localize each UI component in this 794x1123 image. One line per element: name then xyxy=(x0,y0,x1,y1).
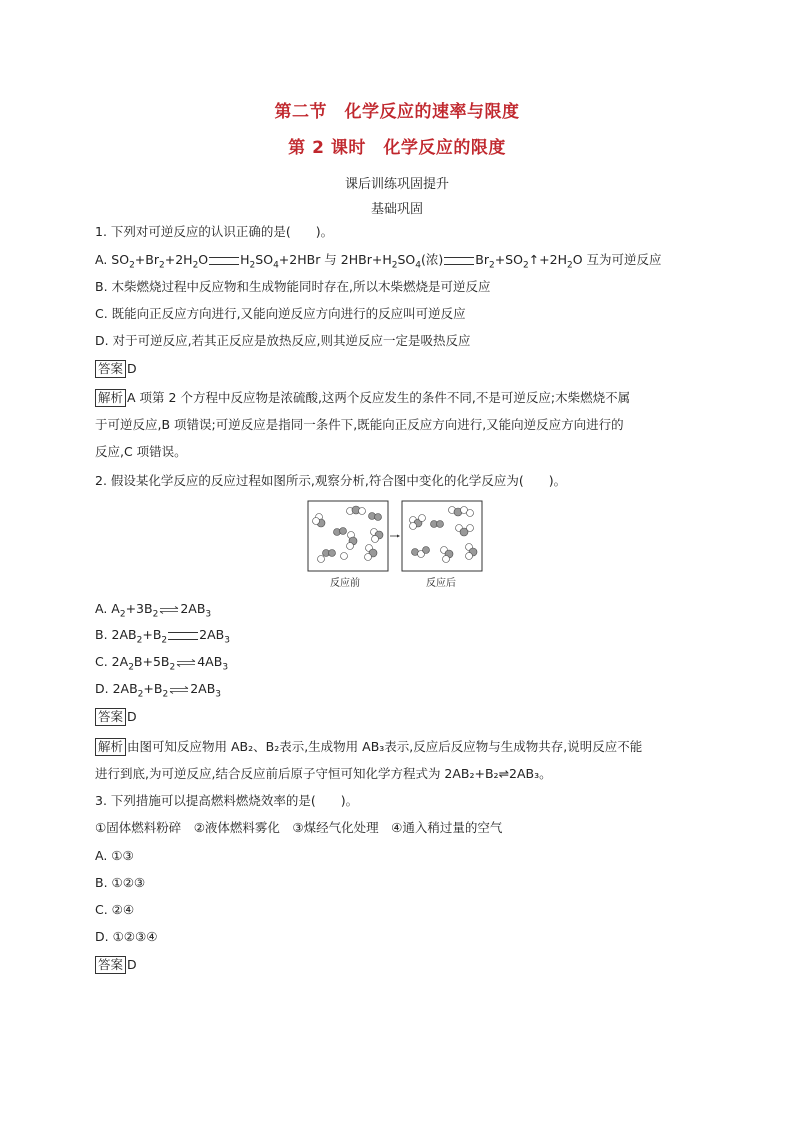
question-2-option-d: D. $2AB_2+B_2$ $2AB_3$ xyxy=(95,681,222,700)
question-1-option-b: B. 木柴燃烧过程中反应物和生成物能同时存在,所以木柴燃烧是可逆反应 xyxy=(95,279,491,294)
question-1-answer: 答案 D xyxy=(95,360,705,378)
question-2-stem: 2. 假设某化学反应的反应过程如图所示,观察分析,符合图中变化的化学反应为( )。 xyxy=(95,473,567,488)
subtitle-practice: 课后训练巩固提升 xyxy=(344,177,449,192)
question-1-option-d: D. 对于可逆反应,若其正反应是放热反应,则其逆反应一定是吸热反应 xyxy=(95,333,471,348)
section-title: 第二节 化学反应的速率与限度 xyxy=(274,102,520,122)
question-3-stem: 3. 下列措施可以提高燃料燃烧效率的是( )。 xyxy=(95,793,359,808)
question-3-option-a: A. ①③ xyxy=(95,848,134,863)
question-2-answer: 答案 D xyxy=(95,708,705,726)
lesson-title: 第 2 课时 化学反应的限度 xyxy=(288,138,506,158)
question-3-option-b: B. ①②③ xyxy=(95,875,146,890)
analysis-label: 解析 xyxy=(95,389,126,407)
answer-label: 答案 xyxy=(95,956,126,974)
question-1-analysis: 解析 A 项第 2 个方程中反应物是浓硫酸,这两个反应发生的条件不同,不是可逆反应;木柴燃烧不属 于可逆反应,B 项错误;可逆反应是指同一条件下,既能向正反应方向进行,又能向逆反应方向进行的 反应,C 项错误。 xyxy=(95,390,631,459)
question-2-option-b: B. $2AB_2+B_2$ $2AB_3$ xyxy=(95,627,230,646)
question-1-stem: 1. 下列对可逆反应的认识正确的是( )。 xyxy=(95,224,334,239)
question-2-option-c: C. $2A_2B+5B_2$ $4AB_3$ xyxy=(95,654,229,673)
question-3-items: ①固体燃料粉碎 ②液体燃料雾化 ③煤经气化处理 ④通入稍过量的空气 xyxy=(95,820,503,835)
question-3-option-c: C. ②④ xyxy=(95,902,135,917)
question-2-analysis: 解析 由图可知反应物用 AB₂、B₂表示,生成物用 AB₃表示,反应后反应物与生成物共存,说明反应不能 进行到底,为可逆反应,结合反应前后原子守恒可知化学方程式为 2AB₂+B₂⇌2AB₃。 xyxy=(95,739,643,781)
question-3-option-d: D. ①②③④ xyxy=(95,929,158,944)
question-1-option-a: A. $SO_2+Br_2+2H_2O$ $H_2SO_4+2HBr$ 与 $2HBr+H_2SO_4$(浓) $Br_2+SO_2↑+2H_2O$ 互为可逆反应 xyxy=(95,252,662,271)
caption-before: 反应前 xyxy=(330,578,360,589)
question-1-option-c: C. 既能向正反应方向进行,又能向逆反应方向进行的反应叫可逆反应 xyxy=(95,306,466,321)
question-2-option-a: A. $A_2+3B_2$ $2AB_3$ xyxy=(95,601,212,620)
caption-after: 反应后 xyxy=(426,578,456,589)
subtitle-basic: 基础巩固 xyxy=(370,202,423,217)
reaction-diagram xyxy=(306,500,488,592)
answer-label: 答案 xyxy=(95,708,126,726)
analysis-label: 解析 xyxy=(95,738,126,756)
answer-label: 答案 xyxy=(95,360,126,378)
question-3-answer: 答案 D xyxy=(95,956,705,974)
